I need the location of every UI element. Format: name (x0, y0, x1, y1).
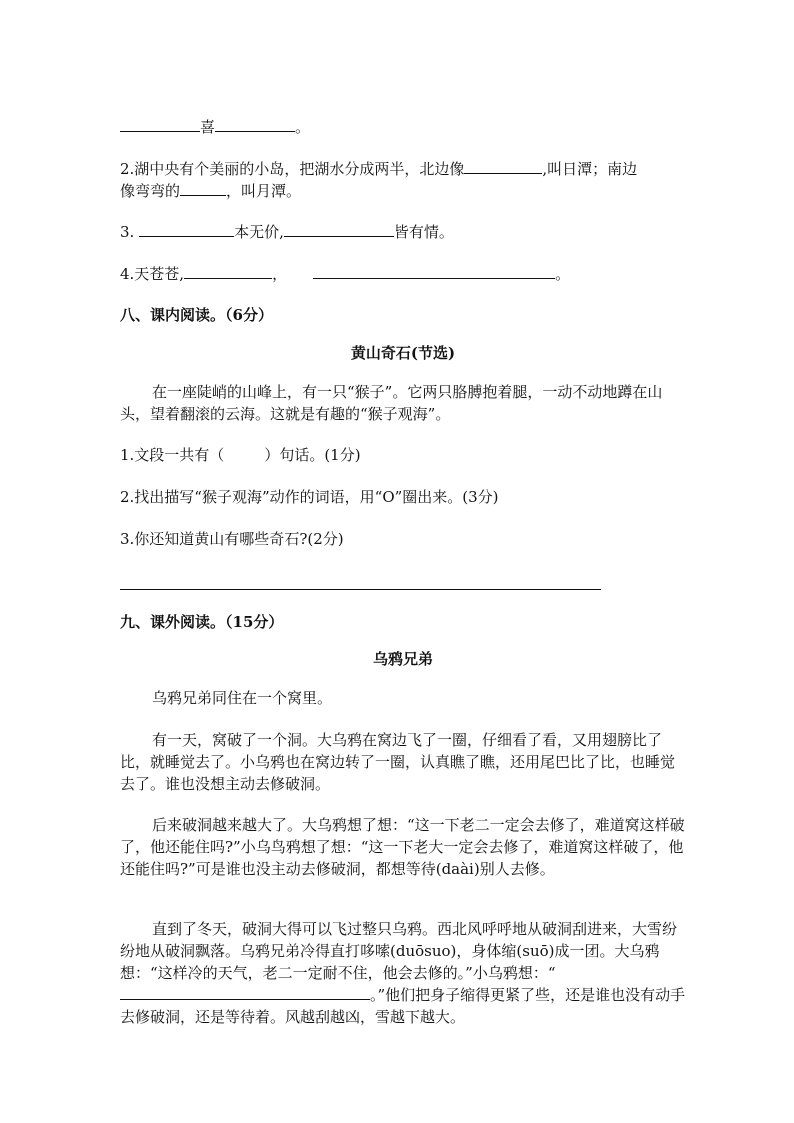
question-text: ，叫月潭。 (226, 182, 302, 200)
question-text: 皆有情。 (393, 223, 454, 241)
fill-question-2-cont (120, 180, 301, 202)
question-text: 本无价, (234, 223, 284, 241)
question-text: 4.天苍苍, (120, 265, 185, 283)
question-8-3: 3.你还知道黄山有哪些奇石?(2分) (120, 530, 344, 548)
paragraph-text: 。”他们把身子缩得更紧了些，还是谁也没有动手去修破洞，还是等待着。风越刮越凶，雪越下越大。 (120, 986, 686, 1026)
question-text: ， (272, 265, 288, 283)
question-text: ,叫日潭；南边 (542, 160, 638, 178)
story-paragraph-1 (120, 687, 686, 709)
fill-question-4 (120, 263, 570, 285)
passage-text: 在一座陡峭的山峰上，有一只“猴子”。它两只胳膊抱着腿，一动不动地蹲在山头，望着翻滚的云海。这就是有趣的“猴子观海”。 (120, 383, 663, 423)
fill-question-2 (120, 158, 637, 180)
story-paragraph-4 (120, 918, 686, 1028)
answer-blank[interactable] (120, 984, 370, 1000)
paragraph-text: “ (547, 964, 556, 982)
answer-blank[interactable] (184, 263, 272, 279)
story-paragraph-2 (120, 729, 686, 795)
answer-blank[interactable] (284, 221, 394, 237)
question-text: 1.文段一共有（ (120, 446, 225, 464)
fill-line-1 (120, 116, 310, 138)
paragraph-text: 乌鸦兄弟同住在一个窝里。 (152, 689, 333, 707)
answer-blank[interactable] (215, 116, 295, 132)
passage-8 (120, 381, 686, 425)
text: 。 (295, 118, 311, 136)
section-9-heading: 九、课外阅读。（15分） (120, 613, 284, 631)
answer-line[interactable] (120, 589, 601, 590)
answer-blank[interactable] (120, 116, 200, 132)
question-8-2: 2.找出描写“猴子观海”动作的词语，用“O”圈出来。(3分) (120, 488, 499, 506)
answer-blank[interactable] (180, 180, 226, 196)
answer-blank[interactable] (464, 158, 542, 174)
question-text: ）句话。(1分) (264, 446, 361, 464)
paragraph-text: 有一天，窝破了一个洞。大乌鸦在窝边飞了一圈，仔细看了看，又用翅膀比了比，就睡觉去了。小乌鸦也在窝边转了一圈，认真瞧了瞧，还用尾巴比了比，也睡觉去了。谁也没想主动去修破洞。 (120, 731, 676, 793)
story-paragraph-3 (120, 814, 686, 880)
question-text: 像弯弯的 (120, 182, 181, 200)
question-8-1 (120, 444, 361, 466)
answer-blank[interactable] (313, 263, 555, 279)
paragraph-text: 后来破洞越来越大了。大乌鸦想了想：“这一下老二一定会去修了，难道窝这样破了，他还能住吗?”小乌鸟鸦想了想：“这一下老大一定会去修了，难道窝这样破了，他还能住吗?”可是谁也没主动去修破洞，都想等待(daài)别人去修。 (120, 816, 685, 878)
paragraph-text: 直到了冬天，破洞大得可以飞过整只乌鸦。西北风呼呼地从破洞刮进来，大雪纷纷地从破洞飘落。乌鸦兄弟冷得直打哆嗦(duōsuo)，身体缩(suō)成一团。大乌鸦想：“这样冷的天气，老二一定耐不住，他会去修的。”小乌鸦想： (120, 920, 678, 982)
story-title: 乌鸦兄弟 (372, 650, 433, 668)
passage-title: 黄山奇石(节选) (350, 344, 456, 362)
answer-blank[interactable] (139, 221, 234, 237)
question-text: 3. (120, 223, 135, 241)
fill-question-3 (120, 221, 454, 243)
question-text: 。 (555, 265, 571, 283)
question-text: 2.湖中央有个美丽的小岛，把湖水分成两半，北边像 (120, 160, 465, 178)
text: 喜 (200, 118, 216, 136)
section-8-heading: 八、课内阅读。（6分） (120, 306, 273, 324)
